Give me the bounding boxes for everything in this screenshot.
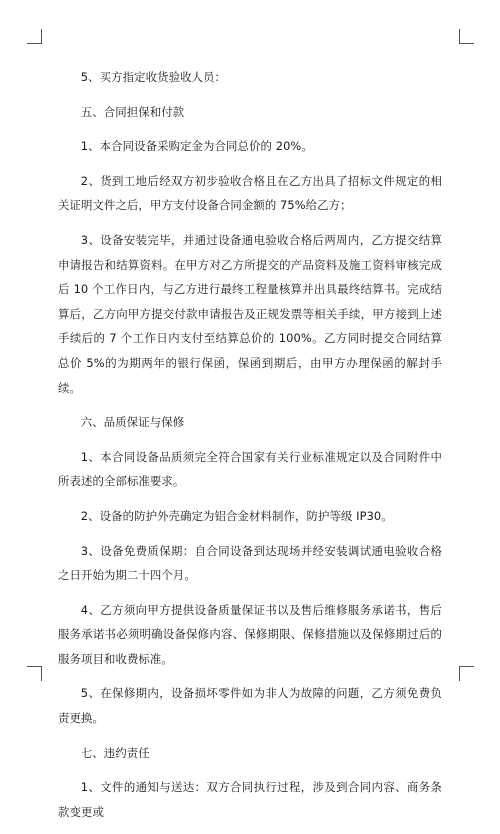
crop-mark-bottom-right [459, 666, 474, 681]
paragraph-quality-standard: 1、本合同设备品质须完全符合国家有关行业标准规定以及合同附件中所表述的全部标准要求。 [58, 449, 442, 489]
paragraph-settlement: 3、设备安装完毕，并通过设备通电验收合格后两周内，乙方提交结算申请报告和结算资料。在甲方对乙方所提交的产品资料及施工资料审核完成后 10 个工作日内，与乙方进行最终工程量核算并出具最终结算书。完成结算后，乙方向甲方提交付款申请报告及正规发票等相关手续，甲方接到上述手续后的 7 个工作日内支付至结算总价的 100%。乙方同时提交合同结算总价 5%的为期两年的银行保函，保函到期后，由甲方办理保函的解封手续。 [58, 232, 442, 395]
paragraph-notice-delivery: 1、文件的通知与送达：双方合同执行过程，涉及到合同内容、商务条款变更或 [58, 780, 442, 819]
crop-mark-top-right [459, 29, 474, 44]
paragraph-free-replacement: 5、在保修期内，设备损坏零件如为非人为故障的问题，乙方须免费负责更换。 [58, 686, 442, 726]
document-body [58, 65, 442, 834]
paragraph-delivery-payment: 2、货到工地后经双方初步验收合格且在乙方出具了招标文件规定的相关证明文件之后，甲方支付设备合同金额的 75%给乙方； [58, 173, 442, 213]
crop-mark-bottom-left [27, 666, 42, 681]
paragraph-enclosure: 2、设备的防护外壳确定为铝合金材料制作，防护等级 IP30。 [80, 508, 393, 523]
section-heading-guarantee-payment: 五、合同担保和付款 [80, 104, 185, 119]
paragraph-service-commitment: 4、乙方须向甲方提供设备质量保证书以及售后维修服务承诺书，售后服务承诺书必须明确设备保修内容、保修期限、保修措施以及保修期过后的服务项目和收费标准。 [58, 602, 442, 666]
crop-mark-top-left [27, 29, 42, 44]
paragraph-deposit: 1、本合同设备采购定金为合同总价的 20%。 [80, 139, 313, 154]
paragraph-buyer-inspector: 5、买方指定收货验收人员： [80, 70, 227, 84]
section-heading-liability: 七、违约责任 [80, 745, 150, 760]
paragraph-warranty-period: 3、设备免费质保期：自合同设备到达现场并经安装调试通电验收合格之日开始为期二十四个月。 [58, 543, 442, 583]
section-heading-quality-warranty: 六、品质保证与保修 [80, 415, 185, 430]
